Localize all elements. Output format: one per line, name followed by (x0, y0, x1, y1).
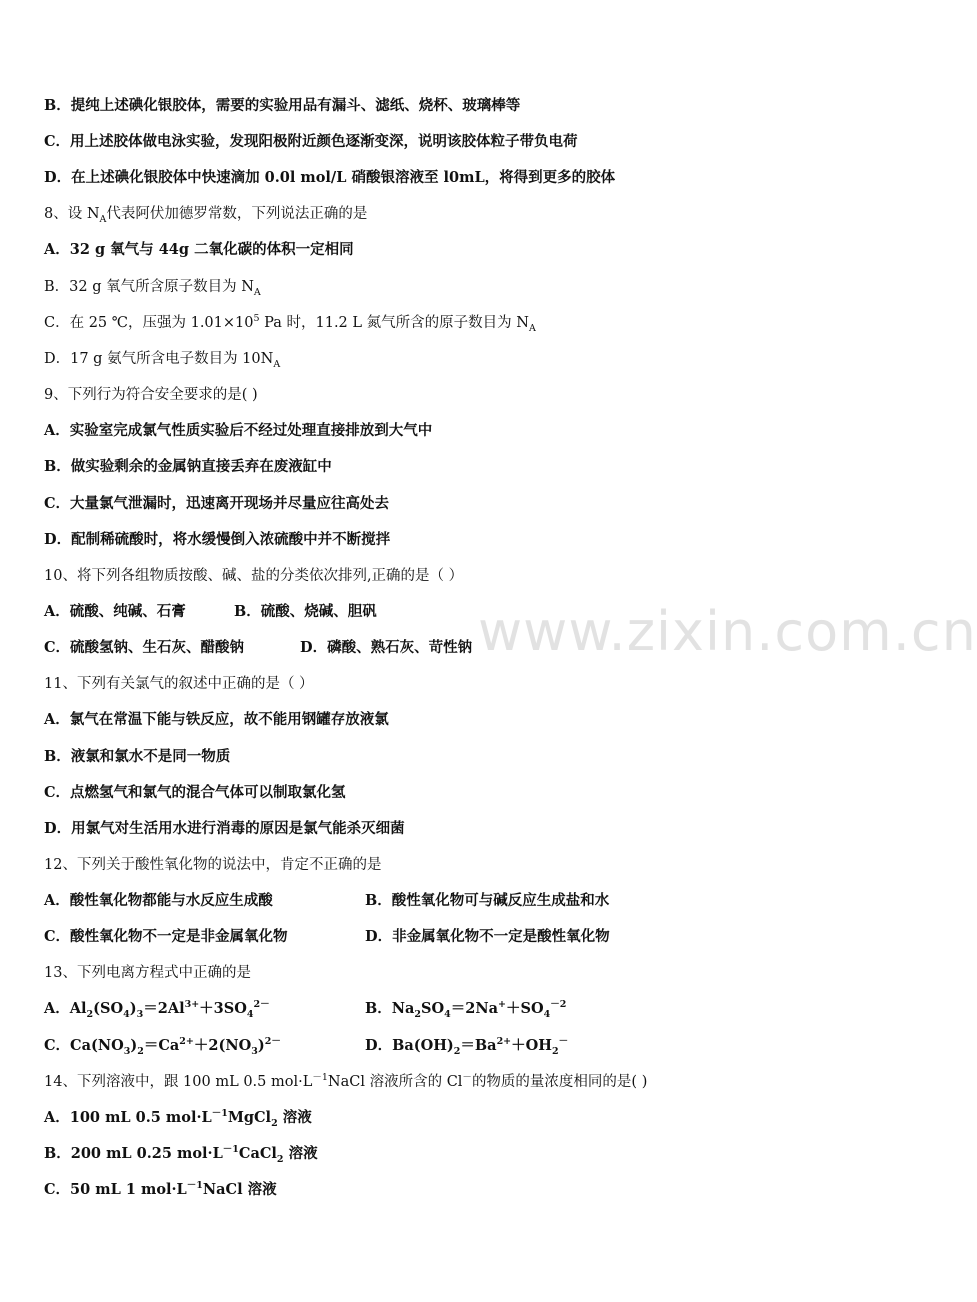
q11-stem: 11、下列有关氯气的叙述中正确的是（ ） (44, 676, 314, 692)
q14-option-a: A．100 mL 0.5 $mol\cdot L^{-1}MgCl_2$ 溶液 (44, 1108, 312, 1129)
q11-option-a: A．氯气在常温下能与铁反应，故不能用钢罐存放液氯 (44, 711, 389, 728)
q9-stem: 9、下列行为符合安全要求的是( ) (44, 387, 258, 403)
q7-option-c: C．用上述胶体做电泳实验，发现阳极附近颜色逐渐变深，说明该胶体粒子带负电荷 (44, 133, 578, 150)
q11-option-d: D．用氯气对生活用水进行消毒的原因是氯气能杀灭细菌 (44, 820, 405, 837)
q10-option-a: A．硫酸、纯碱、石膏 (44, 603, 186, 620)
q8-option-c: C．在 25 ℃，压强为 $1.01\times 10^5$ Pa 时，11.2 L 氮气所含的原子数目为 $N_A$ (44, 313, 536, 334)
q13-option-c: C．$Ca(NO_3)_2=Ca^{2+}+2(NO_3)^{2-}$ (44, 1036, 281, 1057)
q14-option-c: C．50 mL 1 $mol\cdot L^{-1}NaCl$ 溶液 (44, 1180, 277, 1198)
q13-stem: 13、下列电离方程式中正确的是 (44, 965, 251, 981)
q10-stem: 10、将下列各组物质按酸、碱、盐的分类依次排列,正确的是（ ） (44, 568, 464, 584)
q8-option-d: D．17 g 氨气所含电子数目为 $10N_A$ (44, 351, 281, 370)
q7-option-d: D．在上述碘化银胶体中快速滴加 0.0l mol/L 硝酸银溶液至 l0mL，将得到更多的胶体 (44, 169, 616, 186)
q10-option-d: D．磷酸、熟石灰、苛性钠 (300, 639, 473, 656)
q9-option-c: C．大量氯气泄漏时，迅速离开现场并尽量应往高处去 (44, 495, 390, 512)
q9-option-a: A．实验室完成氯气性质实验后不经过处理直接排放到大气中 (44, 422, 433, 439)
q8-option-a: A．32 g 氧气与 44g 二氧化碳的体积一定相同 (44, 241, 354, 258)
watermark: www.zixin.com.cn (478, 600, 977, 663)
q13-option-a: A．$Al_2(SO_4)_3=2Al^{3+}+3SO_4^{2-}$ (44, 999, 270, 1020)
q8-stem: 8、设 $N_A$代表阿伏加德罗常数，下列说法正确的是 (44, 206, 368, 225)
q10-option-b: B．硫酸、烧碱、胆矾 (234, 603, 377, 620)
q14-stem: 14、下列溶液中，跟 100 mL 0.5 $mol\cdot L^{-1}NaCl$ 溶液所含的 Cl－的物质的量浓度相同的是( ) (44, 1072, 648, 1090)
q7-option-b: B．提纯上述碘化银胶体，需要的实验用品有漏斗、滤纸、烧杯、玻璃棒等 (44, 97, 521, 114)
q11-option-c: C．点燃氢气和氯气的混合气体可以制取氯化氢 (44, 784, 346, 801)
q14-option-b: B．200 mL 0.25 $mol\cdot L^{-1}CaCl_2$ 溶液 (44, 1144, 318, 1165)
q8-option-b: B．32 g 氧气所含原子数目为 $N_A$ (44, 279, 261, 298)
q11-option-b: B．液氯和氯水不是同一物质 (44, 748, 231, 765)
q9-option-d: D．配制稀硫酸时，将水缓慢倒入浓硫酸中并不断搅拌 (44, 531, 391, 548)
q13-option-d: D．$Ba(OH)_2=Ba^{2+}+OH_2^-$ (365, 1036, 569, 1057)
q10-option-c: C．硫酸氢钠、生石灰、醋酸钠 (44, 639, 245, 656)
q12-stem: 12、下列关于酸性氧化物的说法中，肯定不正确的是 (44, 857, 382, 873)
q12-option-d: D．非金属氧化物不一定是酸性氧化物 (365, 928, 610, 945)
q12-option-c: C．酸性氧化物不一定是非金属氧化物 (44, 928, 288, 945)
q13-option-b: B．$Na_2SO_4=2Na^++SO_4^{-2}$ (365, 999, 567, 1020)
q12-option-b: B．酸性氧化物可与碱反应生成盐和水 (365, 892, 610, 909)
q9-option-b: B．做实验剩余的金属钠直接丢弃在废液缸中 (44, 458, 332, 475)
q12-option-a: A．酸性氧化物都能与水反应生成酸 (44, 892, 273, 909)
